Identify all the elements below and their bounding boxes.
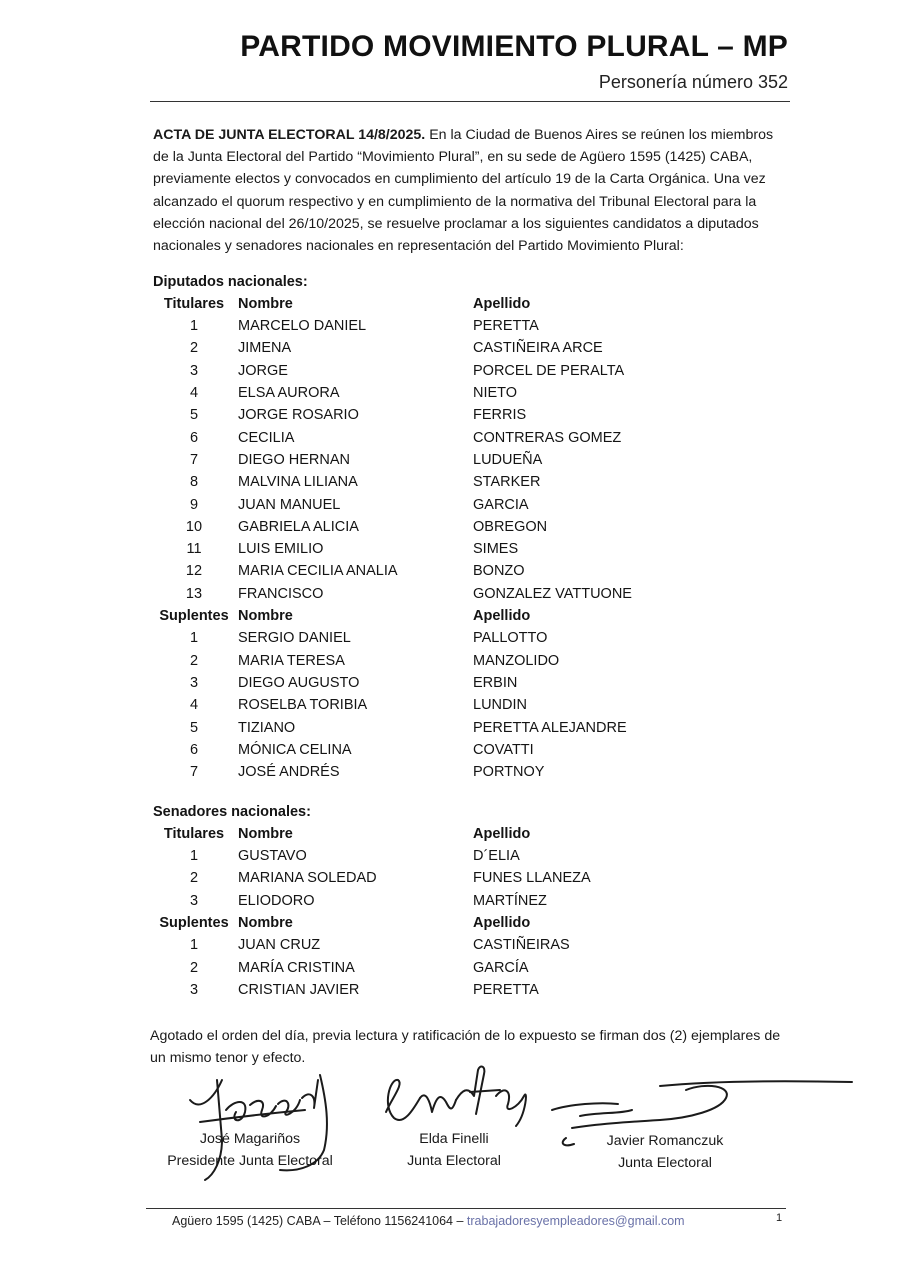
footer-email-link[interactable]: trabajadoresyempleadores@gmail.com — [466, 1214, 685, 1228]
candidate-first-name: MALVINA LILIANA — [238, 474, 358, 491]
candidate-first-name: TIZIANO — [238, 719, 296, 736]
candidate-row — [150, 363, 710, 385]
candidate-number: 6 — [189, 741, 199, 758]
column-header-role: Suplentes — [159, 915, 229, 931]
candidate-row — [150, 653, 710, 675]
column-header-role: Titulares — [163, 825, 225, 842]
candidate-row — [150, 848, 710, 870]
candidate-row — [150, 586, 710, 608]
candidate-number: 12 — [185, 563, 203, 580]
candidate-last-name: MANZOLIDO — [473, 652, 560, 669]
candidate-last-name: GARCÍA — [473, 959, 529, 976]
candidate-number: 4 — [189, 697, 199, 714]
candidate-row — [150, 937, 710, 959]
candidate-number: 8 — [189, 474, 199, 491]
candidate-first-name: MARIA CECILIA ANALIA — [238, 563, 398, 580]
intro-text: En la Ciudad de Buenos Aires se reúnen los miembros de la Junta Electoral del Partido “Movimiento Plural”, en su sede de Agüero 1595 (1425) CABA, previamente electos y convocados en cumplimiento del artículo 19 de la Carta Orgánica. Una vez alcanzado el quorum respectivo y en cumplimiento de la normativa del Tribunal Electoral para la elección nacional del 26/10/2025, se resuelve proclamar a los siguientes candidatos a diputados nacionales y senadores nacionales en representación del Partido Movimiento Plural: — [153, 127, 774, 255]
document-subtitle: Personería número 352 — [598, 72, 788, 92]
candidate-number: 1 — [189, 630, 199, 647]
signature-block-3 — [580, 1130, 750, 1174]
candidate-row — [150, 519, 710, 541]
candidate-row — [150, 385, 710, 407]
candidate-number: 7 — [189, 451, 199, 468]
candidate-last-name: CONTRERAS GOMEZ — [473, 429, 622, 446]
candidate-last-name: STARKER — [473, 474, 541, 491]
candidate-first-name: ELSA AURORA — [238, 385, 340, 401]
candidate-row — [150, 982, 710, 1004]
candidate-last-name: D´ELIA — [473, 848, 520, 865]
candidate-row — [150, 318, 710, 340]
candidate-row — [150, 720, 710, 742]
candidate-last-name: MARTÍNEZ — [473, 892, 547, 909]
intro-paragraph — [153, 124, 789, 257]
list-header-row — [150, 915, 710, 937]
candidate-first-name: JORGE ROSARIO — [238, 407, 359, 424]
column-header-name: Nombre — [238, 915, 293, 931]
candidate-last-name: PORTNOY — [473, 764, 545, 781]
candidate-last-name: PERETTA ALEJANDRE — [473, 719, 627, 736]
candidate-first-name: MARIA TERESA — [238, 652, 345, 669]
candidate-first-name: LUIS EMILIO — [238, 541, 324, 558]
section-title: Senadores nacionales: — [153, 804, 311, 820]
candidate-number: 9 — [189, 496, 199, 513]
candidate-number: 1 — [189, 848, 199, 865]
footer-address: Agüero 1595 (1425) CABA – Teléfono 1156241064 – — [172, 1214, 467, 1228]
candidate-last-name: FUNES LLANEZA — [473, 870, 591, 887]
candidate-number: 2 — [189, 652, 199, 669]
column-header-role: Suplentes — [159, 608, 229, 624]
header-divider — [150, 101, 790, 102]
candidate-first-name: MARCELO DANIEL — [238, 318, 367, 335]
candidate-last-name: ERBIN — [473, 674, 518, 691]
candidate-number: 10 — [185, 518, 203, 535]
candidate-last-name: NIETO — [473, 385, 518, 401]
closing-paragraph: Agotado el orden del día, previa lectura y ratificación de lo expuesto se firman dos (2) ejemplares de un mismo tenor y efecto. — [150, 1028, 781, 1066]
column-header-lastname: Apellido — [473, 608, 531, 624]
column-header-name: Nombre — [238, 608, 293, 624]
candidate-row — [150, 675, 710, 697]
candidate-number: 2 — [189, 340, 199, 357]
candidate-first-name: JUAN CRUZ — [238, 937, 321, 954]
signer-role: Junta Electoral — [618, 1155, 712, 1171]
signature-block-2 — [374, 1128, 534, 1172]
candidate-row — [150, 452, 710, 474]
candidate-number: 7 — [189, 764, 199, 781]
candidate-row — [150, 870, 710, 892]
candidate-last-name: PORCEL DE PERALTA — [473, 362, 625, 379]
candidate-number: 3 — [189, 892, 199, 909]
candidate-number: 3 — [189, 362, 199, 379]
candidate-first-name: FRANCISCO — [238, 585, 324, 602]
column-header-lastname: Apellido — [473, 825, 531, 842]
candidate-number: 11 — [186, 541, 202, 558]
candidate-first-name: GABRIELA ALICIA — [238, 518, 359, 535]
candidate-number: 5 — [189, 407, 199, 424]
candidate-last-name: PERETTA — [473, 318, 539, 335]
column-header-name: Nombre — [238, 825, 293, 842]
candidate-last-name: GONZALEZ VATTUONE — [473, 585, 632, 602]
candidate-number: 6 — [189, 429, 199, 446]
column-header-lastname: Apellido — [473, 295, 531, 312]
candidate-row — [150, 764, 710, 786]
signer-role: Presidente Junta Electoral — [167, 1153, 333, 1169]
footer-divider — [146, 1208, 786, 1209]
candidate-first-name: SERGIO DANIEL — [238, 630, 351, 647]
candidate-number: 2 — [189, 959, 199, 976]
candidate-first-name: MARÍA CRISTINA — [238, 959, 355, 976]
candidate-row — [150, 742, 710, 764]
candidate-first-name: JORGE — [238, 362, 288, 379]
candidate-number: 3 — [189, 981, 199, 998]
candidate-first-name: CRISTIAN JAVIER — [238, 981, 360, 998]
candidate-row — [150, 697, 710, 719]
candidate-first-name: DIEGO HERNAN — [238, 451, 350, 468]
column-header-name: Nombre — [238, 295, 293, 312]
candidate-first-name: ROSELBA TORIBIA — [238, 697, 368, 714]
section-title: Diputados nacionales: — [153, 274, 308, 290]
signer-name: José Magariños — [199, 1131, 301, 1147]
list-header-row — [150, 608, 710, 630]
candidate-last-name: OBREGON — [473, 518, 548, 535]
signer-role: Junta Electoral — [407, 1153, 501, 1169]
footer — [172, 1214, 685, 1228]
intro-bold-lead: ACTA DE JUNTA ELECTORAL 14/8/2025. — [153, 127, 426, 143]
candidate-first-name: JOSÉ ANDRÉS — [238, 764, 340, 781]
candidate-number: 2 — [189, 870, 199, 887]
list-header-row — [150, 826, 710, 848]
candidate-row — [150, 430, 710, 452]
candidate-number: 1 — [189, 318, 199, 335]
candidate-number: 5 — [189, 719, 199, 736]
candidate-last-name: LUNDIN — [473, 697, 527, 714]
signature-scrawl-2 — [386, 1067, 526, 1126]
candidate-last-name: FERRIS — [473, 407, 527, 424]
signer-name: Elda Finelli — [419, 1131, 489, 1147]
candidate-row — [150, 563, 710, 585]
candidate-last-name: CASTIÑEIRA ARCE — [473, 340, 603, 357]
list-header-row — [150, 296, 710, 318]
candidate-first-name: JIMENA — [238, 340, 292, 357]
page-number: 1 — [776, 1212, 783, 1224]
column-header-lastname: Apellido — [473, 915, 531, 931]
candidate-row — [150, 407, 710, 429]
candidate-row — [150, 340, 710, 362]
candidate-number: 4 — [189, 385, 199, 401]
candidate-number: 1 — [189, 937, 199, 954]
candidate-last-name: LUDUEÑA — [473, 451, 543, 468]
candidate-first-name: JUAN MANUEL — [238, 496, 341, 513]
signature-block-1 — [160, 1128, 340, 1172]
candidate-first-name: MARIANA SOLEDAD — [238, 870, 377, 887]
candidate-row — [150, 474, 710, 496]
candidate-last-name: SIMES — [473, 541, 519, 558]
candidate-row — [150, 541, 710, 563]
candidate-first-name: DIEGO AUGUSTO — [238, 674, 360, 691]
candidate-last-name: CASTIÑEIRAS — [473, 937, 570, 954]
candidate-last-name: PERETTA — [473, 981, 539, 998]
candidate-row — [150, 630, 710, 652]
candidate-number: 13 — [185, 585, 203, 602]
candidate-first-name: GUSTAVO — [238, 848, 307, 865]
signer-name: Javier Romanczuk — [606, 1133, 724, 1149]
document-title: PARTIDO MOVIMIENTO PLURAL – MP — [240, 30, 788, 63]
candidate-row — [150, 960, 710, 982]
candidate-row — [150, 893, 710, 915]
candidate-last-name: COVATTI — [473, 741, 534, 758]
column-header-role: Titulares — [163, 295, 225, 312]
candidate-first-name: ELIODORO — [238, 892, 315, 909]
candidate-number: 3 — [189, 674, 199, 691]
candidate-last-name: BONZO — [473, 563, 525, 580]
candidate-first-name: CECILIA — [238, 429, 295, 446]
candidate-last-name: PALLOTTO — [473, 630, 548, 647]
candidate-last-name: GARCIA — [473, 496, 529, 513]
candidate-row — [150, 497, 710, 519]
candidate-first-name: MÓNICA CELINA — [238, 741, 352, 758]
